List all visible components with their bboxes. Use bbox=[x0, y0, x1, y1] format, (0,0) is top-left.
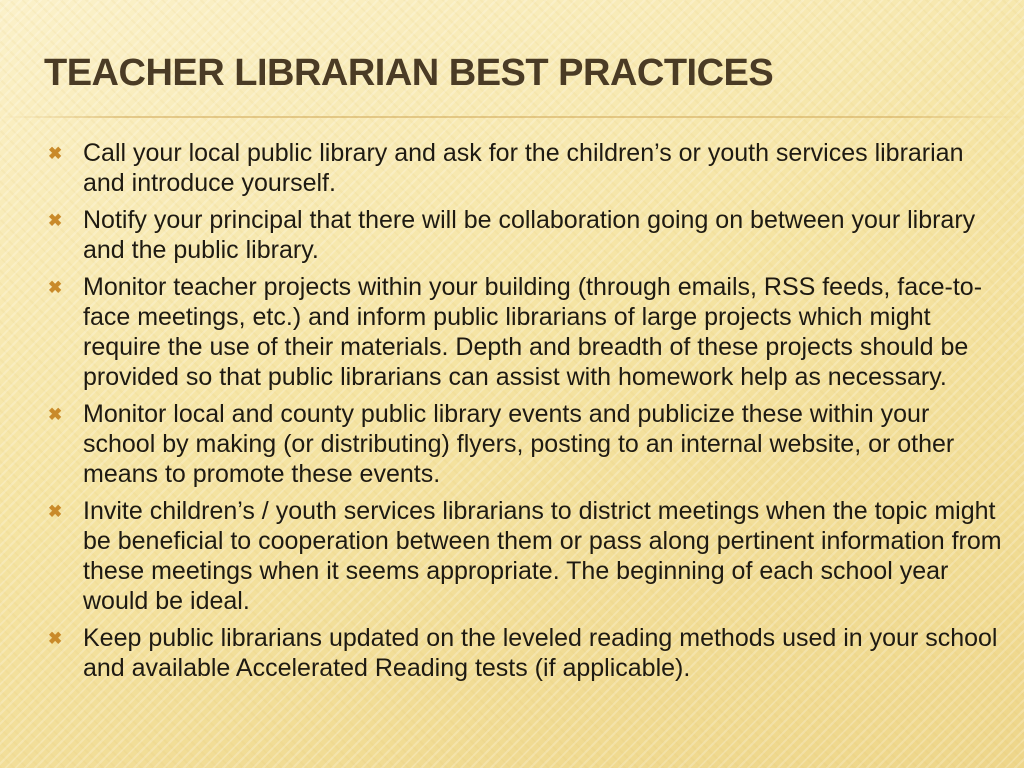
x-mark-icon: ✖ bbox=[48, 144, 63, 163]
bullet-item bbox=[46, 399, 1006, 489]
x-mark-icon: ✖ bbox=[48, 629, 63, 648]
bullet-text: Monitor teacher projects within your building (through emails, RSS feeds, face-to-face meetings, etc.) and inform public librarians of large projects which might require the use of their materials. Depth and breadth of these projects should be provided so that public librarians can assist with homework help as necessary. bbox=[83, 273, 983, 391]
bullet-list bbox=[46, 138, 1006, 690]
bullet-text: Keep public librarians updated on the leveled reading methods used in your school and available Accelerated Reading tests (if applicable). bbox=[83, 624, 998, 682]
bullet-item bbox=[46, 496, 1006, 616]
bullet-text: Monitor local and county public library events and publicize these within your school by making (or distributing) flyers, posting to an internal website, or other means to promote these events. bbox=[83, 400, 955, 488]
bullet-item bbox=[46, 138, 1006, 198]
title-divider bbox=[0, 116, 1024, 118]
bullet-item bbox=[46, 272, 1006, 392]
bullet-text: Invite children’s / youth services librarians to district meetings when the topic might be beneficial to cooperation between them or pass along pertinent information from these meetings when it seems appropriate. The beginning of each school year would be ideal. bbox=[83, 497, 1002, 615]
bullet-text: Call your local public library and ask for the children’s or youth services librarian and introduce yourself. bbox=[83, 139, 964, 197]
x-mark-icon: ✖ bbox=[48, 211, 63, 230]
bullet-item bbox=[46, 205, 1006, 265]
x-mark-icon: ✖ bbox=[48, 278, 63, 297]
bullet-text: Notify your principal that there will be collaboration going on between your library and the public library. bbox=[83, 206, 976, 264]
bullet-item bbox=[46, 623, 1006, 683]
slide-title: TEACHER LIBRARIAN BEST PRACTICES bbox=[44, 52, 774, 94]
x-mark-icon: ✖ bbox=[48, 502, 63, 521]
x-mark-icon: ✖ bbox=[48, 405, 63, 424]
